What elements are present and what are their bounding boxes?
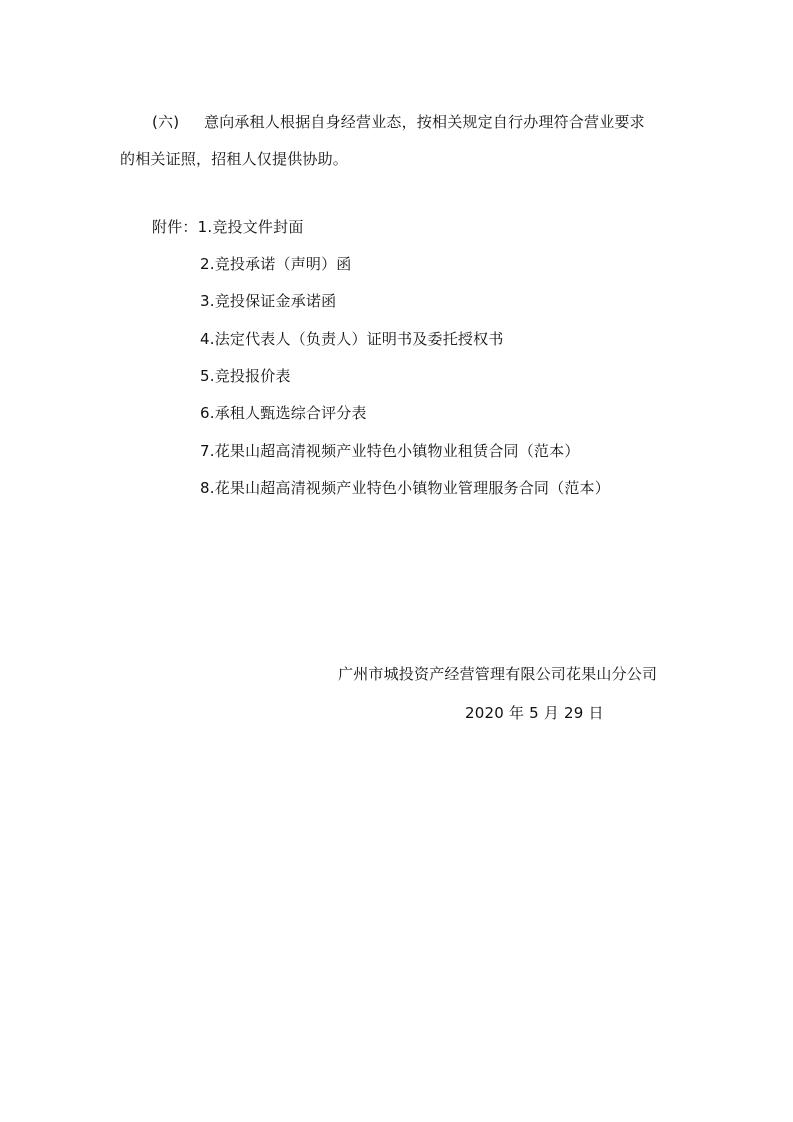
attachment-item: 8.花果山超高清视频产业特色小镇物业管理服务合同（范本）: [200, 479, 610, 497]
attachment-label: 附件：: [152, 218, 198, 236]
attachment-item: 6.承租人甄选综合评分表: [200, 404, 367, 422]
clause-text-line2: 的相关证照，招租人仅提供协助。: [120, 150, 349, 168]
clause-number: (六): [152, 113, 180, 131]
attachment-item: 4.法定代表人（负责人）证明书及委托授权书: [200, 330, 504, 348]
attachment-item: 5.竞投报价表: [200, 367, 291, 385]
attachment-item: 7.花果山超高清视频产业特色小镇物业租赁合同（范本）: [200, 442, 580, 460]
attachment-item: 1.竞投文件封面: [197, 218, 304, 236]
clause-six-line1: [152, 112, 645, 132]
attachment-item: 2.竞投承诺（声明）函: [200, 255, 352, 273]
signature-date: 2020 年 5 月 29 日: [465, 704, 604, 722]
clause-text-line1: 意向承租人根据自身经营业态，按相关规定自行办理符合营业要求: [204, 113, 645, 131]
attachment-item: 3.竞投保证金承诺函: [200, 292, 337, 310]
signature-organization: 广州市城投资产经营管理有限公司花果山分公司: [338, 665, 658, 683]
attachment-list-first-row: [152, 217, 304, 237]
